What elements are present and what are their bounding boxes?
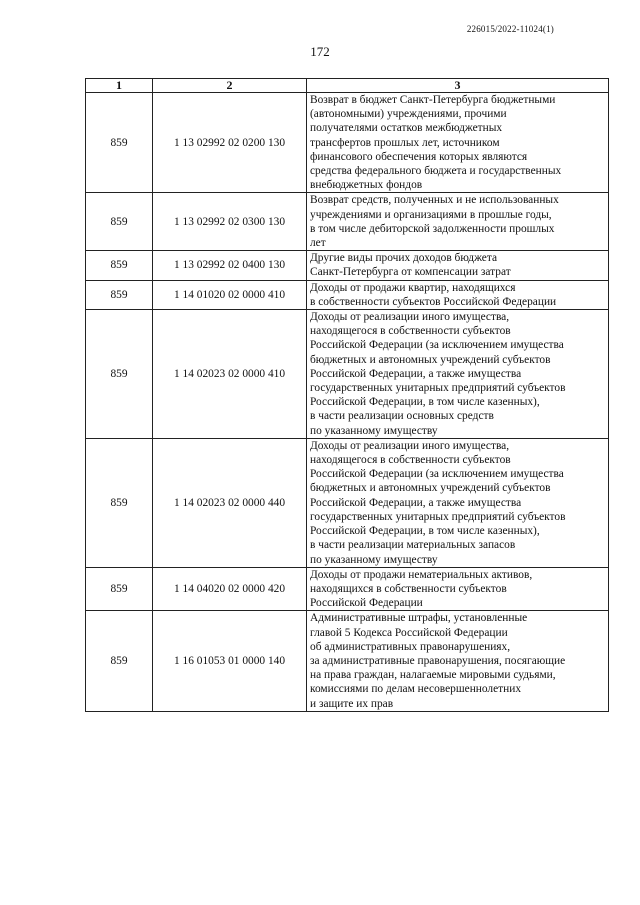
description-line: Доходы от продажи нематериальных активов, — [310, 568, 533, 581]
description-line: главой 5 Кодекса Российской Федерации — [310, 626, 508, 639]
description-cell — [307, 251, 609, 280]
description-line: в собственности субъектов Российской Федерации — [310, 295, 557, 308]
budget-code-cell: 1 13 02992 02 0400 130 — [153, 251, 307, 280]
admin-code-cell: 859 — [86, 567, 153, 611]
budget-code-cell: 1 16 01053 01 0000 140 — [153, 611, 307, 711]
description-cell — [307, 93, 609, 193]
budget-code-cell: 1 13 02992 02 0200 130 — [153, 93, 307, 193]
description-line: за административные правонарушения, посягающие — [310, 654, 566, 667]
description-line: Российской Федерации, а также имущества — [310, 496, 522, 509]
description-line: находящегося в собственности субъектов — [310, 325, 511, 338]
description-line: и защите их прав — [310, 697, 394, 710]
admin-code-cell: 859 — [86, 310, 153, 439]
description-line: Санкт-Петербурга от компенсации затрат — [310, 266, 511, 279]
page-number: 172 — [310, 44, 330, 59]
description-line: по указанному имуществу — [310, 553, 438, 566]
table-row — [86, 438, 609, 567]
description-line: Доходы от реализации иного имущества, — [310, 439, 510, 452]
description-line: трансфертов прошлых лет, источником — [310, 136, 500, 149]
document-id: 226015/2022-11024(1) — [466, 24, 554, 34]
description-line: финансового обеспечения которых являются — [310, 150, 528, 163]
description-line: (автономными) учреждениями, прочими — [310, 108, 507, 121]
admin-code-cell: 859 — [86, 611, 153, 711]
table-row — [86, 567, 609, 611]
description-line: Российской Федерации (за исключением имущества — [310, 468, 564, 481]
description-line: в том числе дебиторской задолженности прошлых — [310, 222, 555, 235]
description-line: внебюджетных фондов — [310, 179, 423, 192]
admin-code-cell: 859 — [86, 93, 153, 193]
description-line: Российской Федерации (за исключением имущества — [310, 339, 564, 352]
budget-code-cell: 1 14 02023 02 0000 410 — [153, 310, 307, 439]
budget-code-cell: 1 14 02023 02 0000 440 — [153, 438, 307, 567]
table-row — [86, 251, 609, 280]
table-row — [86, 93, 609, 193]
admin-code-cell: 859 — [86, 280, 153, 309]
table-row — [86, 310, 609, 439]
description-line: Возврат в бюджет Санкт-Петербурга бюджетными — [310, 94, 556, 106]
description-line: лет — [310, 237, 326, 250]
description-line: государственных унитарных предприятий субъектов — [310, 510, 566, 523]
description-line: на права граждан, налагаемые мировыми судьями, — [310, 669, 556, 682]
table-header-row — [86, 79, 609, 93]
description-line: находящихся в собственности субъектов — [310, 582, 507, 595]
column-header-1: 1 — [86, 79, 153, 93]
description-cell — [307, 280, 609, 309]
description-line: в части реализации материальных запасов — [310, 539, 516, 552]
admin-code-cell: 859 — [86, 438, 153, 567]
description-line: бюджетных и автономных учреждений субъектов — [310, 353, 551, 366]
revenue-codes-table — [85, 78, 609, 712]
description-line: Административные штрафы, установленные — [310, 612, 528, 625]
budget-code-cell: 1 13 02992 02 0300 130 — [153, 193, 307, 251]
description-line: об административных правонарушениях, — [310, 640, 511, 653]
description-line: по указанному имуществу — [310, 424, 438, 437]
description-line: Российской Федерации — [310, 597, 423, 610]
table-body — [86, 93, 609, 712]
description-line: Другие виды прочих доходов бюджета — [310, 252, 498, 265]
table-row — [86, 193, 609, 251]
description-line: Российской Федерации, в том числе казенных), — [310, 525, 540, 538]
table-row — [86, 611, 609, 711]
description-line: в части реализации основных средств — [310, 410, 494, 423]
table-row — [86, 280, 609, 309]
description-line: Доходы от реализации иного имущества, — [310, 311, 510, 324]
description-cell — [307, 567, 609, 611]
description-cell — [307, 310, 609, 439]
description-cell — [307, 193, 609, 251]
description-line: Доходы от продажи квартир, находящихся — [310, 281, 516, 294]
description-cell — [307, 438, 609, 567]
column-header-2: 2 — [153, 79, 307, 93]
description-line: учреждениями и организациями в прошлые годы, — [310, 208, 552, 221]
description-cell — [307, 611, 609, 711]
description-line: комиссиями по делам несовершеннолетних — [310, 683, 522, 696]
budget-code-cell: 1 14 04020 02 0000 420 — [153, 567, 307, 611]
description-line: Российской Федерации, в том числе казенных), — [310, 396, 540, 409]
description-line: получателями остатков межбюджетных — [310, 122, 503, 135]
description-line: Возврат средств, полученных и не использованных — [310, 194, 559, 207]
description-line: находящегося в собственности субъектов — [310, 454, 511, 467]
admin-code-cell: 859 — [86, 193, 153, 251]
budget-code-cell: 1 14 01020 02 0000 410 — [153, 280, 307, 309]
column-header-3: 3 — [307, 79, 609, 93]
description-line: бюджетных и автономных учреждений субъектов — [310, 482, 551, 495]
description-line: средства федерального бюджета и государственных — [310, 165, 562, 178]
admin-code-cell: 859 — [86, 251, 153, 280]
description-line: Российской Федерации, а также имущества — [310, 367, 522, 380]
description-line: государственных унитарных предприятий субъектов — [310, 382, 566, 395]
